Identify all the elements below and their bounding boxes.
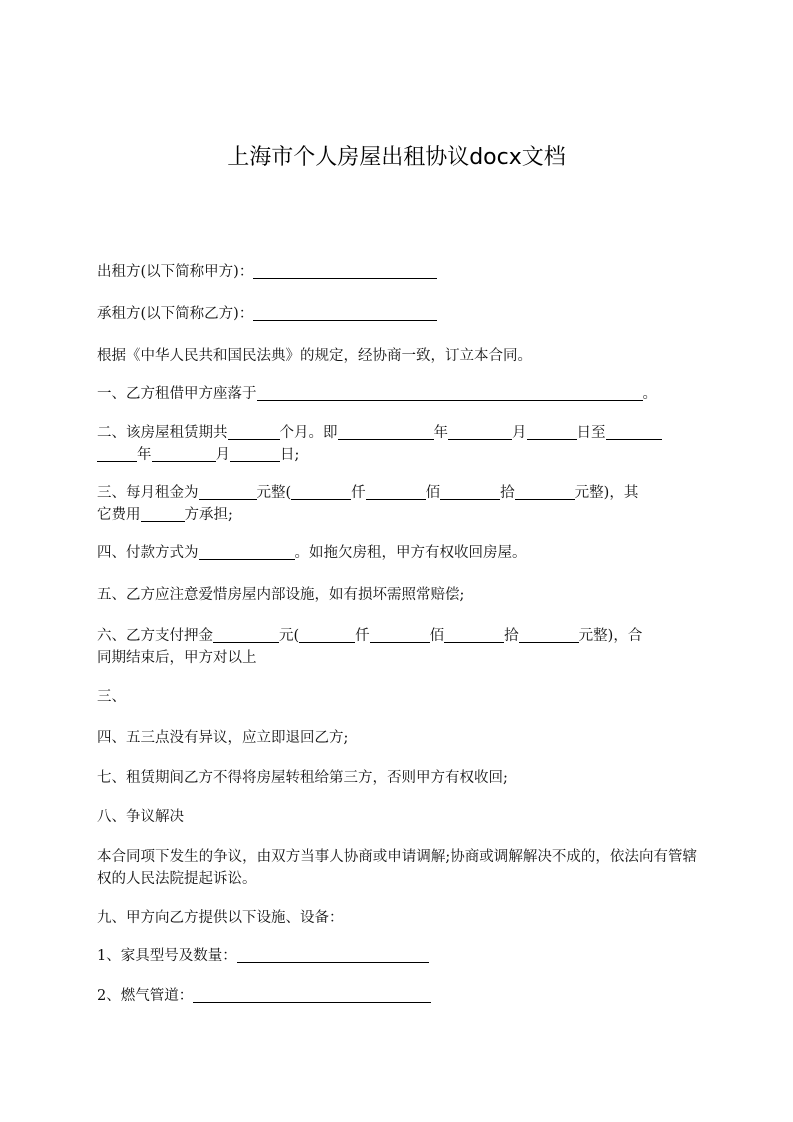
furniture-label: 1、家具型号及数量：: [97, 948, 237, 964]
end-day-blank: [230, 446, 280, 462]
document-title: 上海市个人房屋出租协议docx文档: [227, 145, 566, 170]
rent-hundred-label: 佰: [425, 485, 441, 501]
clause-5: 五、乙方应注意爱惜房屋内部设施，如有损坏需照常赔偿;: [97, 587, 465, 603]
start-month-blank: [448, 424, 512, 440]
rent-thousand-blank: [291, 484, 351, 500]
other-fee-blank: [141, 506, 185, 522]
clause-6-text: 六、乙方支付押金: [97, 628, 213, 644]
deposit-hundred-label: 佰: [429, 628, 445, 644]
end-month-blank: [152, 446, 216, 462]
deposit-thousand-label: 仟: [355, 628, 370, 644]
clause-4: [97, 542, 697, 564]
end-year-label: 年: [137, 447, 152, 463]
clause-4-text: 四、付款方式为: [97, 545, 199, 561]
lessee-line: [97, 303, 697, 325]
deposit-blank: [213, 627, 279, 643]
clause-1: [97, 383, 697, 405]
deposit-thousand-blank: [299, 627, 355, 643]
start-year-blank: [338, 424, 434, 440]
clause-2: [97, 422, 697, 466]
start-day-label: 日至: [576, 425, 606, 441]
clause-9-item-1: [97, 945, 697, 967]
deposit-hundred-blank: [370, 627, 430, 643]
rent-blank: [199, 484, 257, 500]
gas-pipe-label: 2、燃气管道：: [97, 988, 194, 1004]
clause-2-months: 个月。即: [279, 425, 338, 441]
start-year-label: 年: [433, 425, 448, 441]
rent-ten-blank: [440, 484, 500, 500]
clause-9-heading: 九、甲方向乙方提供以下设施、设备：: [97, 910, 344, 926]
start-month-label: 月: [512, 425, 527, 441]
clause-6-line-2: 同期结束后，甲方对以上: [97, 650, 257, 666]
deposit-close: 元整)，合: [578, 628, 643, 644]
address-blank: [257, 385, 643, 401]
lessor-blank: [253, 263, 437, 279]
rent-ten-label: 拾: [500, 485, 515, 501]
clause-6-continued: 三、: [97, 689, 126, 705]
clause-8-heading: 八、争议解决: [97, 809, 184, 825]
rent-unit-blank: [515, 484, 575, 500]
clause-7: 七、租赁期间乙方不得将房屋转租给第三方，否则甲方有权收回;: [97, 770, 508, 786]
end-year-blank-b: [97, 446, 137, 462]
deposit-unit: 元(: [279, 628, 300, 644]
clause-6: [97, 625, 697, 669]
other-fee-end: 方承担;: [184, 507, 233, 523]
end-year-blank-a: [606, 424, 662, 440]
clause-4-end: 。如拖欠房租，甲方有权收回房屋。: [294, 545, 527, 561]
rent-unit: 元整(: [256, 485, 292, 501]
rent-hundred-blank: [366, 484, 426, 500]
deposit-ten-label: 拾: [504, 628, 519, 644]
deposit-ten-blank: [444, 627, 504, 643]
rent-thousand-label: 仟: [351, 485, 366, 501]
clause-2-text: 二、该房屋租赁期共: [97, 425, 228, 441]
end-day-label: 日;: [280, 447, 300, 463]
clause-1-end: 。: [642, 386, 657, 402]
end-month-label: 月: [215, 447, 230, 463]
lessor-line: [97, 261, 697, 283]
intro-paragraph: 根据《中华人民共和国民法典》的规定，经协商一致，订立本合同。: [97, 348, 532, 364]
clause-6-refund: 四、五三点没有异议，应立即退回乙方;: [97, 730, 349, 746]
furniture-blank: [237, 947, 429, 963]
clause-3-text: 三、每月租金为: [97, 485, 199, 501]
lessee-blank: [253, 305, 437, 321]
rent-close: 元整)，其: [574, 485, 639, 501]
other-fee-label: 它费用: [97, 507, 141, 523]
clause-3: [97, 482, 697, 526]
lessor-label: 出租方(以下简称甲方)：: [97, 264, 254, 280]
clause-9-item-2: [97, 985, 697, 1007]
clause-8-body: 本合同项下发生的争议，由双方当事人协商或申请调解;协商或调解解决不成的，依法向有管辖权的人民法院提起诉讼。: [97, 849, 697, 887]
clause-1-text: 一、乙方租借甲方座落于: [97, 386, 257, 402]
months-blank: [228, 424, 280, 440]
gas-pipe-blank: [193, 987, 431, 1003]
start-day-blank: [527, 424, 577, 440]
deposit-unit-blank: [519, 627, 579, 643]
lessee-label: 承租方(以下简称乙方)：: [97, 306, 254, 322]
payment-method-blank: [199, 544, 295, 560]
